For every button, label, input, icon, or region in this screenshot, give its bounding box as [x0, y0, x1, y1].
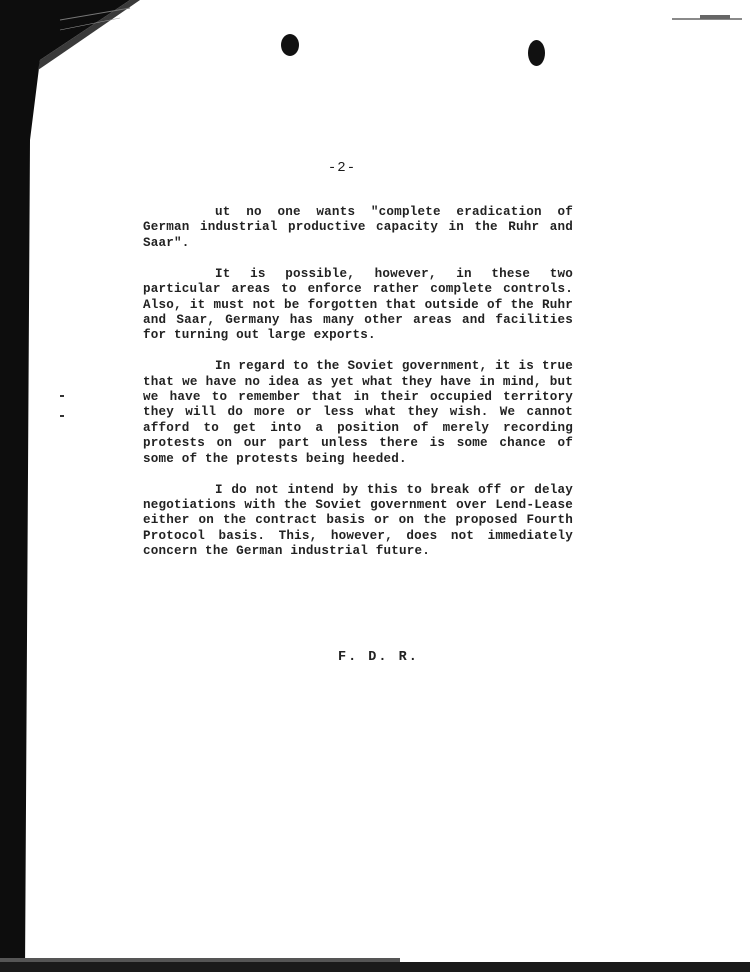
paragraph-2: It is possible, however, in these two particular areas to enforce rather complete controls. Also, it must not be forgotten that outside of the Ruhr and Saar, Germany has many other areas and facilities for turning out large exports.: [143, 266, 573, 343]
punch-hole-left: [281, 34, 299, 56]
paragraph-4: I do not intend by this to break off or delay negotiations with the Soviet government over Lend-Lease either on the contract basis or on the proposed Fourth Protocol basis. This, however, does not immediately concern the German industrial future.: [143, 482, 573, 559]
margin-mark: [60, 415, 64, 417]
letter-body: [143, 205, 573, 575]
paragraph-1: ut no one wants "complete eradication of German industrial productive capacity in the Ruhr and Saar".: [143, 205, 573, 250]
punch-hole-right: [528, 40, 545, 66]
page-number: -2-: [327, 160, 357, 176]
signature-initials: F. D. R.: [338, 650, 419, 665]
paragraph-3: In regard to the Soviet government, it is true that we have no idea as yet what they have in mind, but we have to remember that in their occupied territory they will do more or less what they wish. We cannot afford to get into a position of merely recording protests on our part unless there is some chance of some of the protests being heeded.: [143, 359, 573, 466]
margin-mark: [60, 395, 64, 397]
